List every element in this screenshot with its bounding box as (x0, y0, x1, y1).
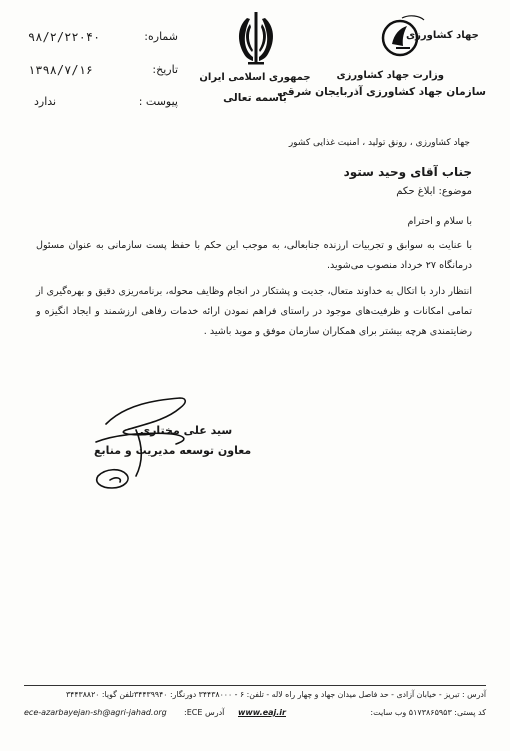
ministry-title: وزارت جهاد کشاورزی (336, 70, 444, 81)
invocation-title: باسمه تعالی (223, 92, 287, 104)
letter-date-label: تاریخ: (152, 63, 178, 76)
paragraph-expectation: انتظار دارد با اتکال به خداوند متعال، جدیت و پشتکار در انجام وظایف محوله، برنامه‌ریزی دقیق و بهره‌گیری از تمامی امکانات و ظرفیت‌های موجود در راستای فراهم نمودن ارائه خدمات رفاهی ارزشمند و ایجاد انگیزه و رضایتمندی هرچه بیشتر برای همکاران سازمان موفق و موید باشید . (36, 286, 472, 337)
attachment-row (28, 95, 178, 115)
attachment-label: پیوست : (138, 95, 178, 108)
jihad-agriculture-logo (380, 12, 479, 64)
logo-text: جهاد کشاورزی (406, 30, 479, 41)
organization-title: سازمان جهاد کشاورزی آذربایجان شرقی (277, 86, 486, 98)
footer-postal: کد پستی: ۵۱۷۳۸۶۵۹۵۳ وب سایت: (370, 708, 486, 717)
iran-emblem-icon (234, 10, 278, 68)
paragraph-appointment: با عنایت به سوابق و تجربیات ارزنده جنابعالی، به موجب این حکم با حفظ پست سازمانی به عنوان مسئول درمانگاه ۲۷ خرداد منصوب می‌شوید. (36, 240, 472, 271)
greeting: با سلام و احترام (407, 216, 472, 227)
footer-address: آدرس : تبریز - خیابان آزادی - حد فاصل میدان جهاد و چهار راه لاله - تلفن: ۶ - ۳۴۴۳۸۰۰۰ دورنگار: ۳۴۴۳۹۹۴۰تلفن گویا: ۳۴۴۳۸۸۲۰ (65, 690, 486, 699)
ece-label: آدرس ECE: (184, 708, 225, 717)
signer-name: سید علی مختاری (140, 424, 233, 437)
addressee: جناب آقای وحید ستود (343, 165, 472, 179)
ece-email[interactable]: ece-azarbayejan-sh@agri-jahad.org (24, 708, 167, 717)
footer-divider (24, 685, 486, 686)
handwritten-signature-icon (76, 394, 226, 498)
website-link[interactable]: www.eaj.ir (238, 708, 286, 717)
letter-date-row (28, 63, 178, 83)
letter-date-value: ۱۳۹۸/۷/۱۶ (28, 63, 94, 77)
footer-contact-row (24, 708, 486, 722)
letter-number-label: شماره: (144, 30, 178, 43)
slogan-line: جهاد کشاورزی ، رونق تولید ، امنیت غذایی کشور (288, 138, 470, 148)
signer-title: معاون توسعه مدیریت و منابع (94, 444, 252, 457)
republic-title: جمهوری اسلامی ایران (199, 72, 311, 83)
letter-number-value: ۹۸/۲/۲۲۰۴۰ (28, 30, 101, 44)
letter-number-row (28, 30, 178, 50)
attachment-value: ندارد (34, 95, 57, 108)
subject-line: موضوع: ابلاغ حکم (396, 186, 472, 197)
